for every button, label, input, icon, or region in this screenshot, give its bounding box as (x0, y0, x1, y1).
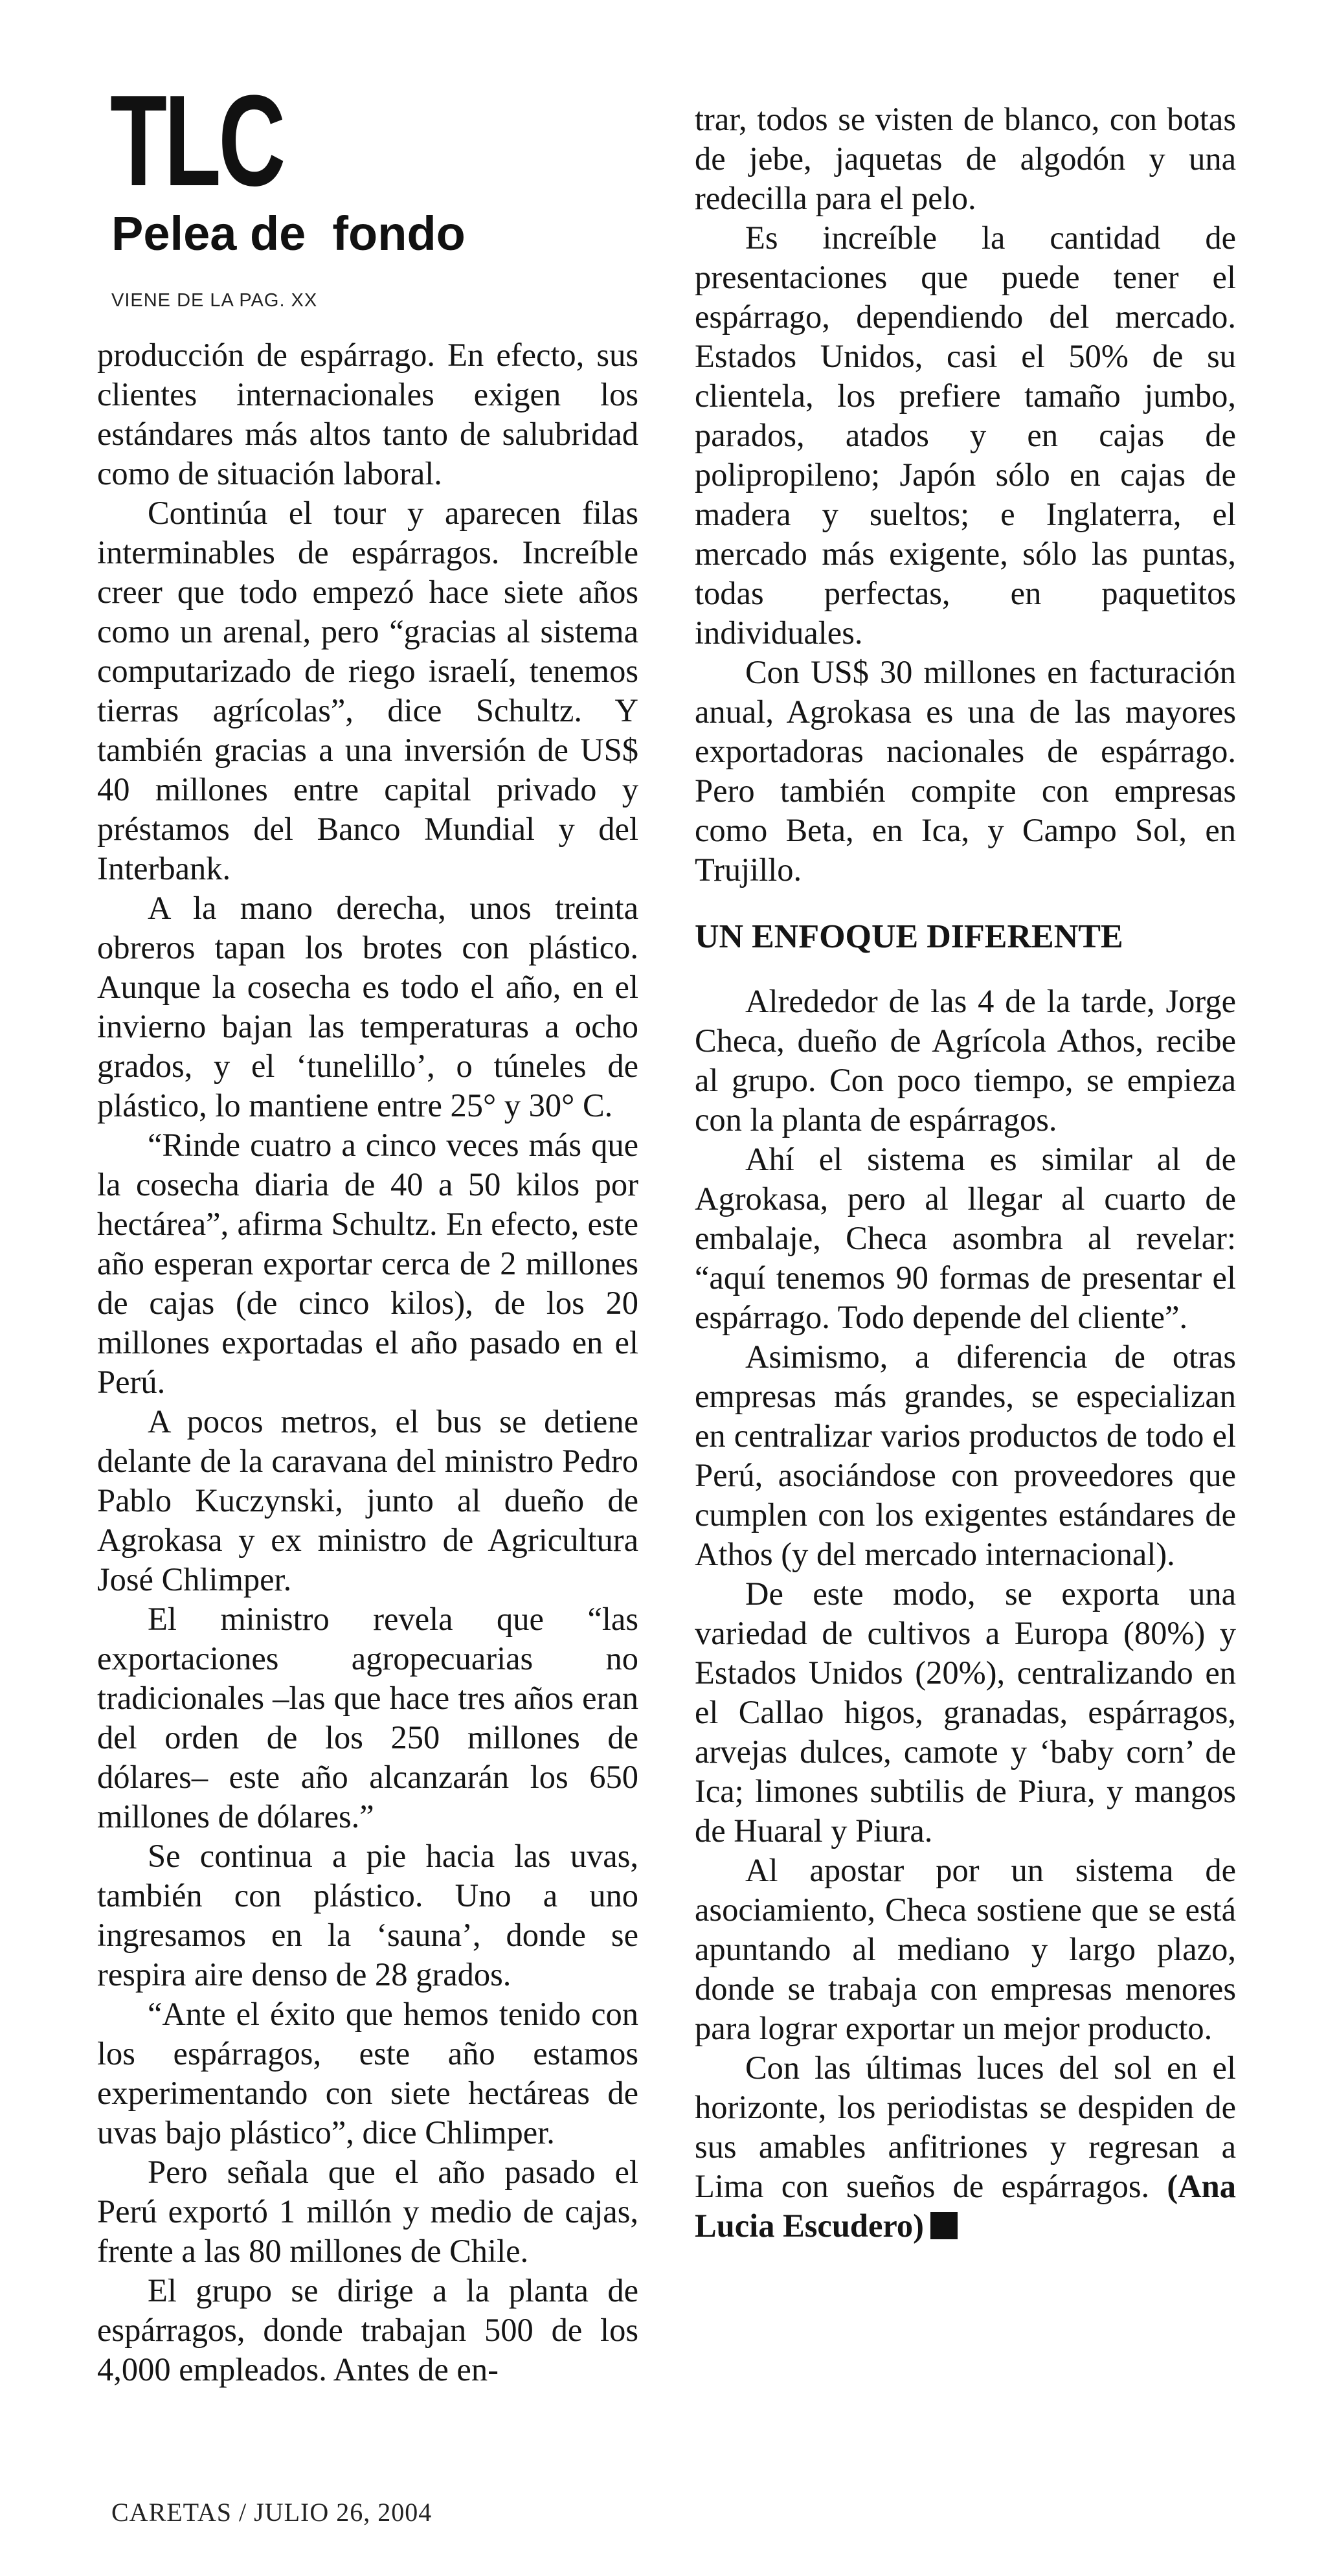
paragraph: trar, todos se visten de blanco, con botas de jebe, jaquetas de algodón y una redecilla para el pelo. (695, 101, 1236, 216)
section-kicker: TLC (110, 69, 283, 213)
paragraph: Continúa el tour y aparecen filas interminables de espárragos. Increíble creer que todo empezó hace siete años como un arenal, pero “gracias al sistema computarizado de riego israelí, tenemos tierras agrícolas”, dice Schultz. Y también gracias a una inversión de US$ 40 millones entre capital privado y préstamos del Banco Mundial y del Interbank. (97, 495, 638, 887)
paragraph: Ahí el sistema es similar al de Agrokasa, pero al llegar al cuarto de embalaje, Checa asombra al revelar: “aquí tenemos 90 formas de presentar el espárrago. Todo depende del cliente”. (695, 1141, 1236, 1335)
paragraph: producción de espárrago. En efecto, sus clientes internacionales exigen los estándares más altos tanto de salubridad como de situación laboral. (97, 337, 638, 491)
paragraph: El ministro revela que “las exportaciones agropecuarias no tradicionales –las que hace tres años eran del orden de los 250 millones de dólares– este año alcanzarán los 650 millones de dólares.” (97, 1601, 638, 1835)
left-text-column (97, 335, 638, 2390)
paragraph: De este modo, se exporta una variedad de cultivos a Europa (80%) y Estados Unidos (20%), centralizando en el Callao higos, granadas, espárragos, arvejas dulces, camote y ‘baby corn’ de Ica; limones subtilis de Piura, y mangos de Huaral y Piura. (695, 1576, 1236, 1849)
paragraph: A pocos metros, el bus se detiene delante de la caravana del ministro Pedro Pablo Kuczynski, junto al dueño de Agrokasa y ex ministro de Agricultura José Chlimper. (97, 1403, 638, 1598)
author-byline: (Ana Lucia Escudero) (695, 2168, 1237, 2244)
final-paragraph-text: Con las últimas luces del sol en el horizonte, los periodistas se despiden de sus amables anfitriones y regresan a Lima con sueños de espárragos. (695, 2050, 1236, 2204)
paragraph: “Rinde cuatro a cinco veces más que la cosecha diaria de 40 a 50 kilos por hectárea”, afirma Schultz. En efecto, este año esperan exportar cerca de 2 millones de cajas (de cinco kilos), de los 20 millones exportadas el año pasado en el Perú. (97, 1127, 638, 1400)
end-of-article-square-icon (930, 2212, 958, 2239)
paragraph: “Ante el éxito que hemos tenido con los espárragos, este año estamos experimentando con siete hectáreas de uvas bajo plástico”, dice Chlimper. (97, 1996, 638, 2151)
paragraph: Pero señala que el año pasado el Perú exportó 1 millón y medio de cajas, frente a las 80 millones de Chile. (97, 2154, 638, 2269)
section-subheading: UN ENFOQUE DIFERENTE (695, 918, 1123, 955)
page-folio: CARETAS / JULIO 26, 2004 (111, 2498, 433, 2527)
continued-from-line: VIENE DE LA PAG. XX (111, 290, 318, 311)
paragraph: Se continua a pie hacia las uvas, también con plástico. Uno a uno ingresamos en la ‘sauna’, donde se respira aire denso de 28 grados. (97, 1838, 638, 1993)
paragraph: Es increíble la cantidad de presentaciones que puede tener el espárrago, dependiendo del mercado. Estados Unidos, casi el 50% de su clientela, los prefiere tamaño jumbo, parados, atados y en cajas de polipropileno; Japón sólo en cajas de madera y sueltos; e Inglaterra, el mercado más exigente, sólo las puntas, todas perfectas, en paquetitos individuales. (695, 220, 1236, 651)
final-paragraph (695, 2048, 1236, 2246)
paragraph: Alrededor de las 4 de la tarde, Jorge Checa, dueño de Agrícola Athos, recibe al grupo. Con poco tiempo, se empieza con la planta de espárragos. (695, 983, 1236, 1138)
paragraph: A la mano derecha, unos treinta obreros tapan los brotes con plástico. Aunque la cosecha es todo el año, en el invierno bajan las temperaturas a ocho grados, y el ‘tunelillo’, o túneles de plástico, lo mantiene entre 25° y 30° C. (97, 890, 638, 1124)
paragraph: Con US$ 30 millones en facturación anual, Agrokasa es una de las mayores exportadoras nacionales de espárrago. Pero también compite con empresas como Beta, en Ica, y Campo Sol, en Trujillo. (695, 654, 1236, 888)
article-headline: Pelea de fondo (111, 207, 466, 260)
paragraph: Asimismo, a diferencia de otras empresas más grandes, se especializan en centralizar varios productos de todo el Perú, asociándose con proveedores que cumplen con los exigentes estándares de Athos (y del mercado internacional). (695, 1339, 1236, 1572)
paragraph: Al apostar por un sistema de asociamiento, Checa sostiene que se está apuntando al mediano y largo plazo, donde se trabaja con empresas menores para lograr exportar un mejor producto. (695, 1852, 1236, 2046)
right-text-column (695, 100, 1236, 2246)
paragraph: El grupo se dirige a la planta de espárragos, donde trabajan 500 de los 4,000 empleados. Antes de en- (97, 2272, 638, 2388)
